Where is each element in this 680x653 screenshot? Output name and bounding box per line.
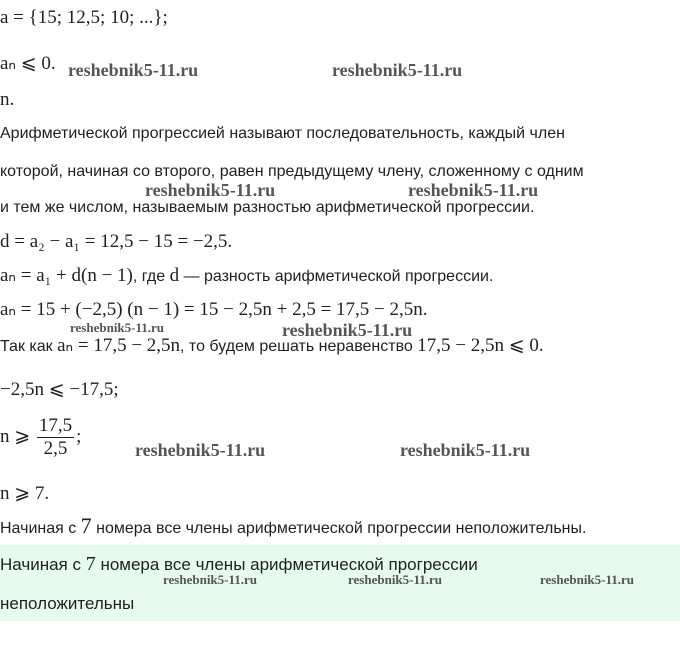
- fraction-denominator: 2,5: [43, 438, 68, 460]
- watermark: reshebnik5-11.ru: [68, 60, 199, 80]
- fraction: [37, 415, 74, 460]
- nth-term-formula: aₙ = a₁ + d(n − 1): [0, 265, 133, 286]
- nth-term-text-rest: — разность арифметической прогрессии.: [179, 268, 494, 285]
- watermark: reshebnik5-11.ru: [332, 60, 463, 80]
- fraction-numerator: 17,5: [38, 415, 73, 437]
- sequence-definition: a = {15; 12,5; 10; ...};: [0, 7, 168, 28]
- answer-text-b: номера все члены арифметической прогрессии: [95, 555, 478, 574]
- watermark: reshebnik5-11.ru: [348, 572, 443, 587]
- inequality-setup-math-2: 17,5 − 2,5n ⩽ 0.: [417, 335, 544, 356]
- conclusion-line: [0, 513, 587, 539]
- find-n-line: n.: [0, 89, 15, 110]
- inequality-step-2-end: ;: [76, 426, 82, 447]
- conclusion-text-a: Начиная с: [0, 520, 81, 537]
- nth-term-computation: aₙ = 15 + (−2,5) (n − 1) = 15 − 2,5n + 2,5 = 17,5 − 2,5n.: [0, 299, 428, 320]
- definition-text-2: которой, начиная со второго, равен предыдущему члену, сложенному с одним: [0, 163, 584, 180]
- watermark: reshebnik5-11.ru: [135, 440, 266, 460]
- answer-text-a: Начиная с: [0, 555, 86, 574]
- watermark: reshebnik5-11.ru: [70, 320, 165, 335]
- watermark: reshebnik5-11.ru: [163, 572, 258, 587]
- watermark: reshebnik5-11.ru: [282, 320, 413, 340]
- definition-text-3: и тем же числом, называемым разностью арифметической прогрессии.: [0, 199, 535, 216]
- conclusion-text-b: номера все члены арифметической прогрессии неположительны.: [91, 520, 587, 537]
- nth-term-formula-line: [0, 266, 493, 287]
- inequality-setup-text-b: , то будем решать неравенство: [180, 338, 418, 355]
- answer-number: 7: [85, 553, 96, 575]
- answer-line-2: неположительны: [0, 594, 135, 613]
- conclusion-number: 7: [80, 513, 92, 538]
- inequality-step-1: −2,5n ⩽ −17,5;: [0, 379, 119, 400]
- inequality-setup-line: [0, 336, 544, 357]
- watermark: reshebnik5-11.ru: [540, 572, 635, 587]
- nth-term-d: d: [169, 265, 180, 286]
- watermark: reshebnik5-11.ru: [145, 180, 276, 200]
- watermark: reshebnik5-11.ru: [400, 440, 531, 460]
- nth-term-text-where: , где: [132, 268, 170, 285]
- condition-line: aₙ ⩽ 0.: [0, 53, 56, 74]
- inequality-lhs: n ⩾: [0, 426, 31, 447]
- definition-text-1: Арифметической прогрессией называют последовательность, каждый член: [0, 125, 565, 142]
- inequality-setup-text-a: Так как: [0, 338, 58, 355]
- watermark: reshebnik5-11.ru: [408, 180, 539, 200]
- inequality-setup-math-1: aₙ = 17,5 − 2,5n: [57, 335, 181, 356]
- inequality-step-2: [0, 414, 81, 460]
- inequality-result: n ⩾ 7.: [0, 483, 50, 504]
- difference-formula: d = a₂ − a₁ = 12,5 − 15 = −2,5.: [0, 231, 233, 252]
